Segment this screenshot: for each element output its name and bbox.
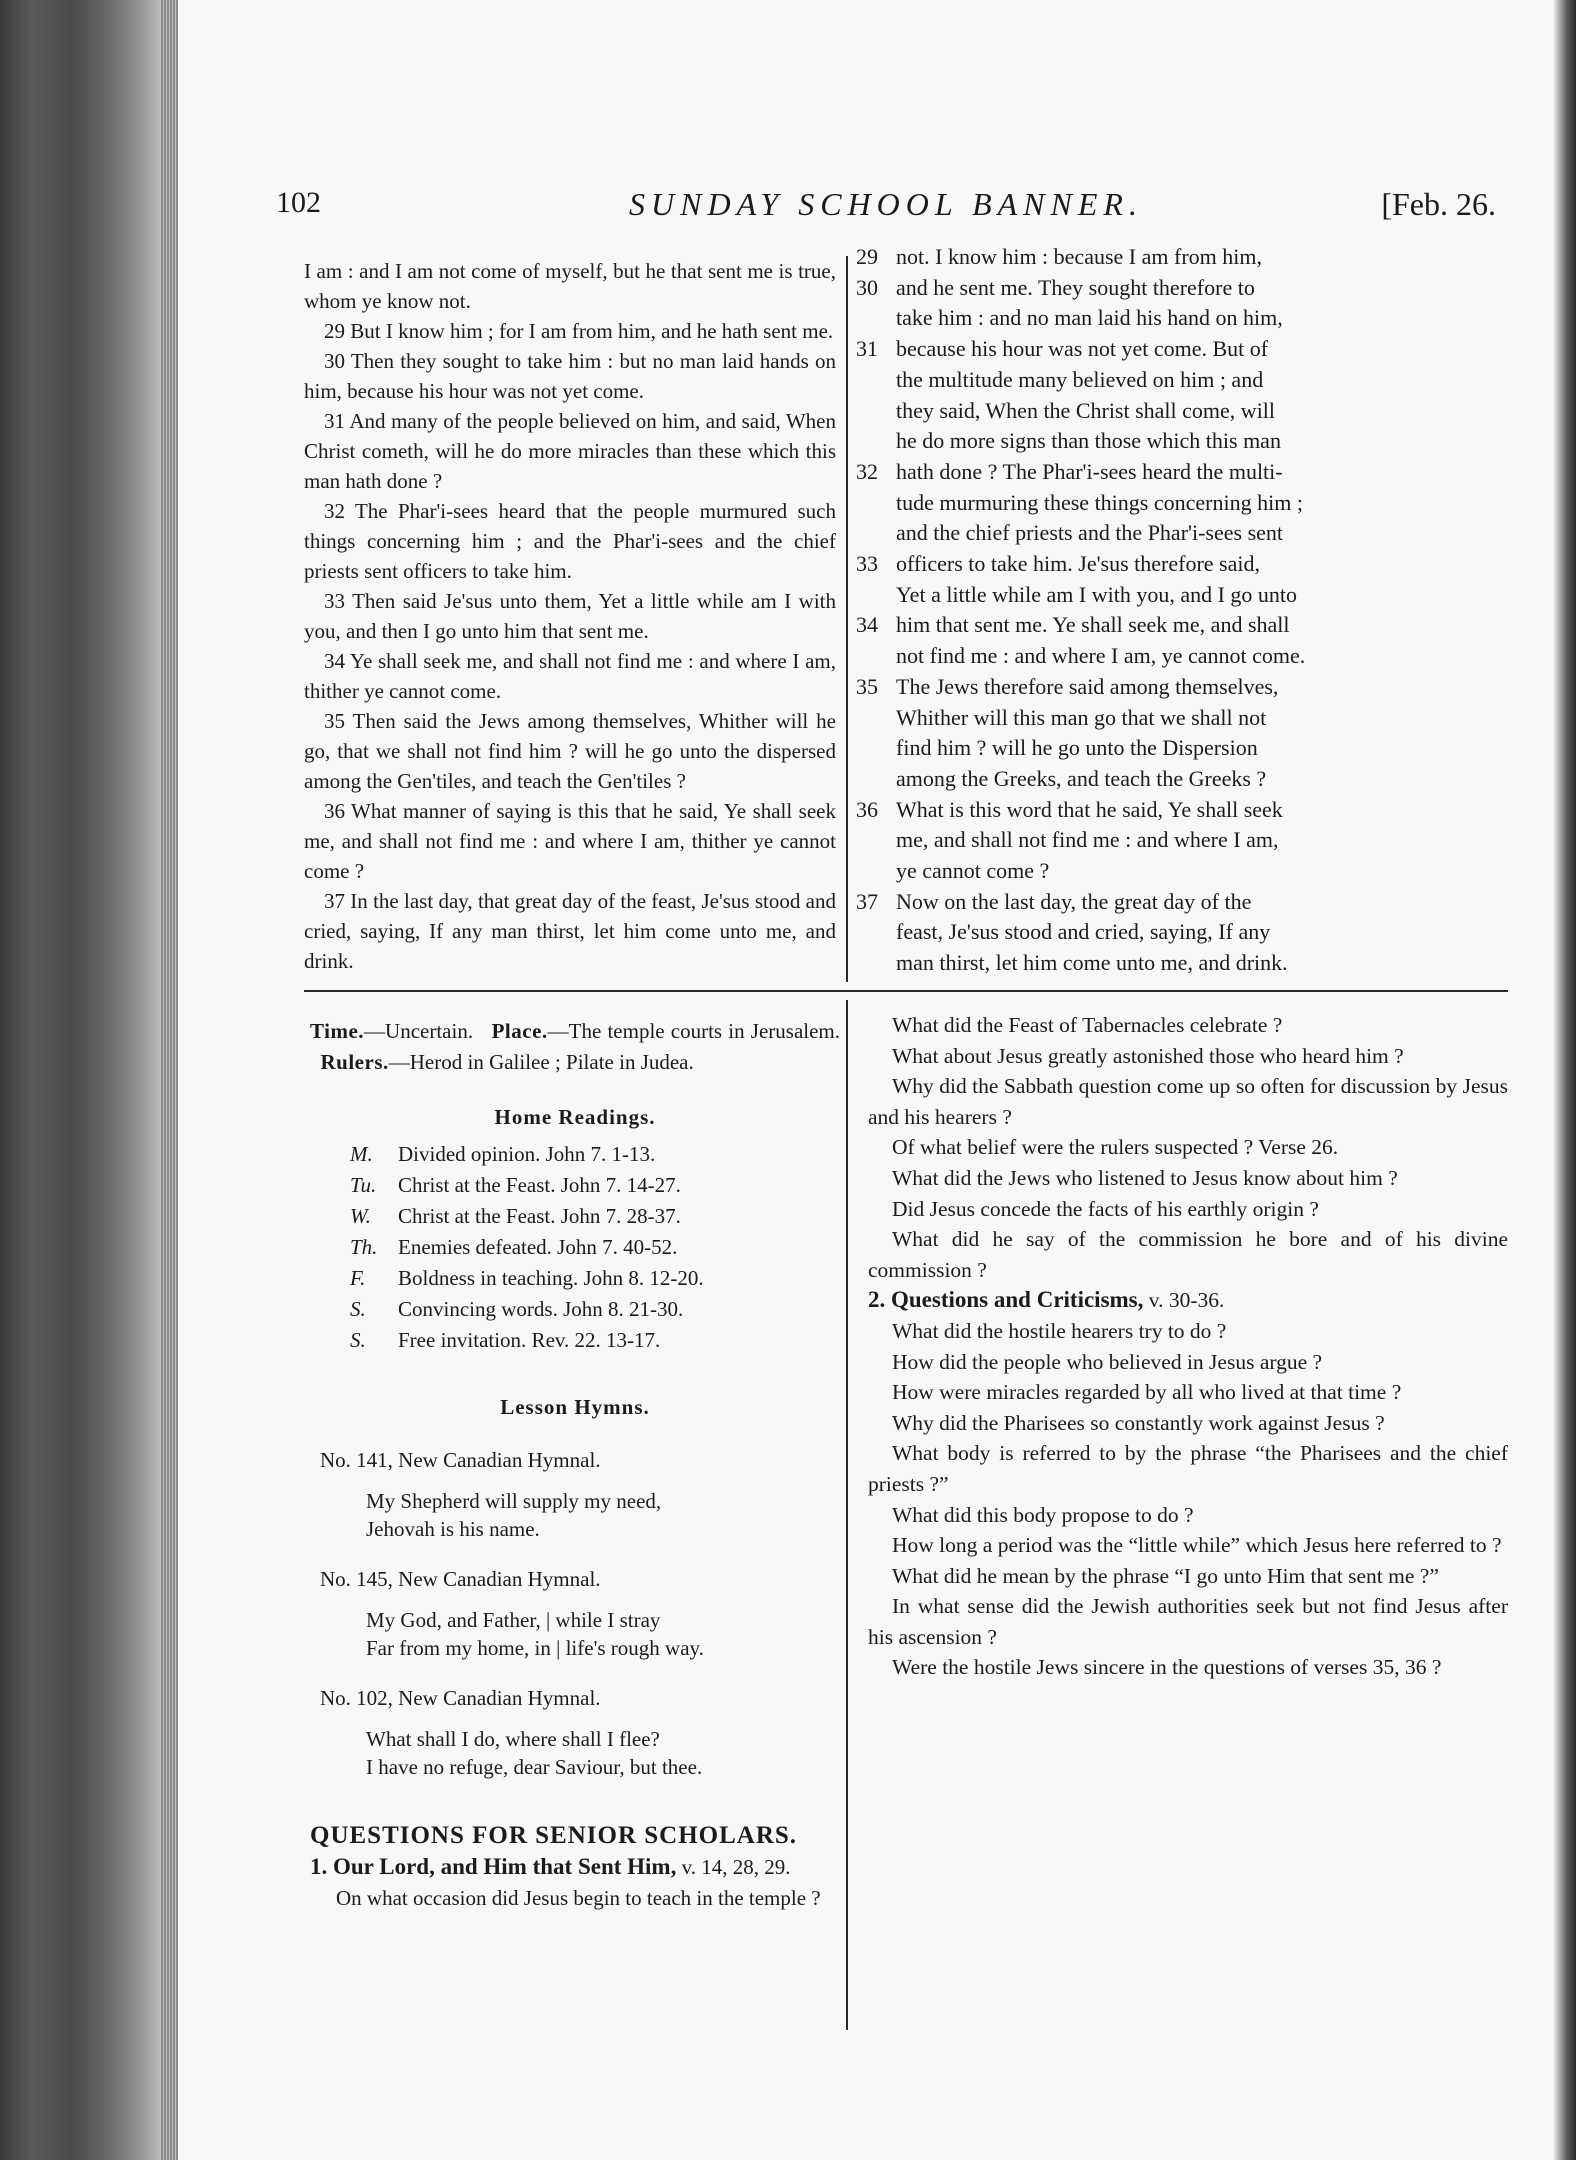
scripture-line [856, 825, 1496, 856]
scripture-verse: 35 Then said the Jews among themselves, Whither will he go, that we shall not find him ? will he go unto the dispersed among the Gen'tiles, and teach the Gen'tiles ? [304, 709, 836, 793]
verse-number: 32 [856, 458, 878, 484]
reading-day: Tu. [350, 1173, 377, 1197]
verse-text: Whither will this man go that we shall not [896, 704, 1267, 730]
section-two-title: 2. Questions and Criticisms, [868, 1287, 1144, 1313]
scripture-verse: 32 The Phar'i-sees heard that the people murmured such things concerning him ; and the Phar'i-sees and the chief priests sent officers to take him. [304, 499, 836, 583]
periodical-title: SUNDAY SCHOOL BANNER. [629, 186, 1143, 222]
question: What about Jesus greatly astonished those who heard him ? [892, 1043, 1404, 1068]
scripture-line [856, 856, 1496, 887]
scripture-line [856, 733, 1496, 764]
scripture-verse: 31 And many of the people believed on him, and said, When Christ cometh, will he do more miracles than these which this man hath done ? [304, 409, 836, 493]
scripture-line [856, 703, 1496, 734]
reading-day: S. [350, 1297, 366, 1321]
hymn-verse [310, 1486, 840, 1542]
scripture-revised-version [856, 242, 1496, 979]
scripture-line [856, 887, 1496, 918]
scripture-line [856, 610, 1496, 641]
hymn-number: No. 102, New Canadian Hymnal. [320, 1686, 601, 1710]
scripture-authorized-version [304, 256, 836, 976]
book-binding [0, 0, 178, 2160]
scripture-line [856, 273, 1496, 304]
place-value: —The temple courts in Jerusalem. [547, 1019, 841, 1043]
verse-text: him that sent me. Ye shall seek me, and shall [896, 612, 1290, 638]
verse-number: 31 [856, 336, 878, 362]
verse-number: 30 [856, 274, 878, 300]
question: What did he say of the commission he bore and of his divine commission ? [868, 1227, 1508, 1282]
time-value: —Uncertain. [364, 1019, 474, 1043]
scripture-verse: 34 Ye shall seek me, and shall not find me : and where I am, thither ye cannot come. [304, 649, 836, 703]
hymn-entry [310, 1445, 840, 1542]
scripture-verse: 37 In the last day, that great day of the feast, Je'sus stood and cried, saying, If any man thirst, let him come unto me, and drink. [304, 889, 836, 973]
scripture-line [856, 365, 1496, 396]
verse-text: man thirst, let him come unto me, and drink. [896, 950, 1288, 976]
section-two-heading [868, 1285, 1508, 1316]
question: Did Jesus concede the facts of his earthly origin ? [892, 1196, 1319, 1221]
place-label: Place. [491, 1019, 548, 1043]
reading-item [350, 1294, 840, 1325]
verse-text: the multitude many believed on him ; and [896, 366, 1264, 392]
verse-text: take him : and no man laid his hand on him, [896, 305, 1283, 331]
reading-day: Th. [350, 1235, 378, 1259]
scripture-line [856, 917, 1496, 948]
question: What did the hostile hearers try to do ? [892, 1318, 1227, 1343]
question: What did the Jews who listened to Jesus know about him ? [892, 1165, 1398, 1190]
hymn-number: No. 141, New Canadian Hymnal. [320, 1448, 601, 1472]
reading-item [350, 1170, 840, 1201]
senior-questions-heading: QUESTIONS FOR SENIOR SCHOLARS. [310, 1822, 798, 1849]
scripture-line [856, 396, 1496, 427]
issue-date: [Feb. 26. [1381, 186, 1496, 222]
verse-number: 36 [856, 796, 878, 822]
verse-text: officers to take him. Je'sus therefore said, [896, 551, 1260, 577]
senior-questions-continued [868, 1010, 1508, 1683]
reading-text: Boldness in teaching. John 8. 12-20. [398, 1266, 704, 1290]
scripture-line [856, 764, 1496, 795]
verse-number: 33 [856, 551, 878, 577]
verse-text: not. I know him : because I am from him, [896, 244, 1262, 269]
scripture-line [856, 334, 1496, 365]
verse-text: hath done ? The Phar'i-sees heard the multi- [896, 458, 1283, 484]
question: How did the people who believed in Jesus argue ? [892, 1349, 1323, 1374]
scripture-verse: 30 Then they sought to take him : but no man laid hands on him, because his hour was not yet come. [304, 349, 836, 403]
reading-text: Free invitation. Rev. 22. 13-17. [398, 1328, 661, 1352]
scripture-line [856, 242, 1496, 273]
verse-text: and the chief priests and the Phar'i-sees sent [896, 520, 1284, 546]
question: Of what belief were the rulers suspected ? Verse 26. [892, 1135, 1339, 1160]
verse-text: ye cannot come ? [896, 858, 1050, 884]
column-divider-lower [846, 1000, 848, 2030]
hymn-line: Far from my home, in | life's rough way. [366, 1636, 704, 1660]
rulers-label: Rulers. [320, 1050, 389, 1074]
hymn-entry [310, 1683, 840, 1780]
lesson-hymns-list [310, 1445, 840, 1780]
running-header [276, 186, 1496, 236]
verse-text: What is this word that he said, Ye shall seek [896, 796, 1283, 822]
reading-item [350, 1232, 840, 1263]
lesson-notes [310, 1016, 840, 1914]
column-divider-upper [846, 256, 848, 982]
verse-text: Now on the last day, the great day of the [896, 888, 1252, 914]
scripture-line [856, 580, 1496, 611]
section-divider [304, 990, 1508, 992]
reading-text: Divided opinion. John 7. 1-13. [398, 1142, 656, 1166]
reading-item [350, 1201, 840, 1232]
verse-number: 37 [856, 888, 878, 914]
scripture-line [856, 672, 1496, 703]
home-readings-heading: Home Readings. [494, 1105, 656, 1129]
scripture-line [856, 457, 1496, 488]
scripture-verse: I am : and I am not come of myself, but he that sent me is true, whom ye know not. [304, 259, 836, 313]
hymn-verse [310, 1724, 840, 1780]
scripture-verse: 29 But I know him ; for I am from him, and he hath sent me. [324, 319, 834, 343]
scripture-line [856, 795, 1496, 826]
page [180, 0, 1554, 2160]
verse-text: feast, Je'sus stood and cried, saying, If any [896, 919, 1271, 945]
questions-group-a [868, 1010, 1508, 1285]
section-one-reference: v. 14, 28, 29. [676, 1855, 791, 1879]
verse-text: they said, When the Christ shall come, will [896, 397, 1276, 423]
home-readings-list [350, 1139, 840, 1356]
reading-day: W. [350, 1204, 371, 1228]
verse-text: because his hour was not yet come. But of [896, 336, 1269, 362]
hymn-entry [310, 1564, 840, 1661]
hymn-number: No. 145, New Canadian Hymnal. [320, 1567, 601, 1591]
verse-text: not find me : and where I am, ye cannot come. [896, 643, 1306, 669]
verse-number: 35 [856, 673, 878, 699]
hymn-verse [310, 1605, 840, 1661]
hymn-line: What shall I do, where shall I flee? [366, 1727, 660, 1751]
lesson-hymns-heading: Lesson Hymns. [500, 1395, 650, 1419]
verse-text: he do more signs than those which this man [896, 428, 1281, 454]
question: How long a period was the “little while” which Jesus here referred to ? [892, 1533, 1502, 1558]
verse-text: Yet a little while am I with you, and I go unto [896, 581, 1298, 607]
scripture-line [856, 303, 1496, 334]
hymn-line: I have no refuge, dear Saviour, but thee. [366, 1755, 703, 1779]
verse-text: and he sent me. They sought therefore to [896, 274, 1255, 300]
reading-text: Enemies defeated. John 7. 40-52. [398, 1235, 678, 1259]
question: Why did the Pharisees so constantly work against Jesus ? [892, 1410, 1385, 1435]
rulers-value: —Herod in Galilee ; Pilate in Judea. [388, 1050, 694, 1074]
reading-text: Christ at the Feast. John 7. 14-27. [398, 1173, 681, 1197]
verse-text: tude murmuring these things concerning him ; [896, 489, 1303, 515]
hymn-line: Jehovah is his name. [366, 1517, 540, 1541]
section-one-heading [310, 1851, 840, 1883]
question: What did this body propose to do ? [892, 1502, 1194, 1527]
time-label: Time. [310, 1019, 365, 1043]
questions-group-b [868, 1316, 1508, 1683]
scripture-line [856, 948, 1496, 979]
scripture-line [856, 518, 1496, 549]
page-number: 102 [276, 186, 321, 219]
scripture-verse: 33 Then said Je'sus unto them, Yet a little while am I with you, and then I go unto him that sent me. [304, 589, 836, 643]
reading-day: F. [350, 1266, 366, 1290]
hymn-line: My Shepherd will supply my need, [366, 1489, 662, 1513]
page-edge-shadow [1554, 0, 1576, 2160]
verse-text: among the Greeks, and teach the Greeks ? [896, 765, 1267, 791]
question: What body is referred to by the phrase “the Pharisees and the chief priests ?” [868, 1441, 1508, 1496]
scripture-line [856, 426, 1496, 457]
reading-text: Convincing words. John 8. 21-30. [398, 1297, 684, 1321]
verse-text: The Jews therefore said among themselves, [896, 673, 1279, 699]
verse-number: 34 [856, 612, 878, 638]
reading-item [350, 1139, 840, 1170]
question: Why did the Sabbath question come up so often for discussion by Jesus and his hearers ? [868, 1074, 1508, 1129]
reading-item [350, 1263, 840, 1294]
section-two-reference: v. 30-36. [1143, 1288, 1225, 1313]
scripture-line [856, 641, 1496, 672]
question: How were miracles regarded by all who lived at that time ? [892, 1380, 1402, 1405]
question: What did the Feast of Tabernacles celebrate ? [892, 1013, 1283, 1037]
lesson-setting [310, 1016, 840, 1078]
reading-day: M. [350, 1142, 373, 1166]
reading-day: S. [350, 1328, 366, 1352]
question: On what occasion did Jesus begin to teach in the temple ? [336, 1886, 821, 1910]
question: In what sense did the Jewish authorities seek but not find Jesus after his ascension ? [868, 1594, 1508, 1649]
verse-text: me, and shall not find me : and where I am, [896, 827, 1279, 853]
scripture-line [856, 549, 1496, 580]
scripture-verse: 36 What manner of saying is this that he said, Ye shall seek me, and shall not find me : and where I am, thither ye cannot come ? [304, 799, 836, 883]
section-one-title: 1. Our Lord, and Him that Sent Him, [310, 1854, 677, 1879]
reading-text: Christ at the Feast. John 7. 28-37. [398, 1204, 681, 1228]
question: What did he mean by the phrase “I go unto Him that sent me ?” [892, 1563, 1439, 1588]
hymn-line: My God, and Father, | while I stray [366, 1608, 661, 1632]
verse-text: find him ? will he go unto the Dispersion [896, 735, 1258, 761]
question: Were the hostile Jews sincere in the questions of verses 35, 36 ? [892, 1655, 1442, 1680]
scripture-line [856, 488, 1496, 519]
reading-item [350, 1325, 840, 1356]
verse-number: 29 [856, 244, 878, 269]
